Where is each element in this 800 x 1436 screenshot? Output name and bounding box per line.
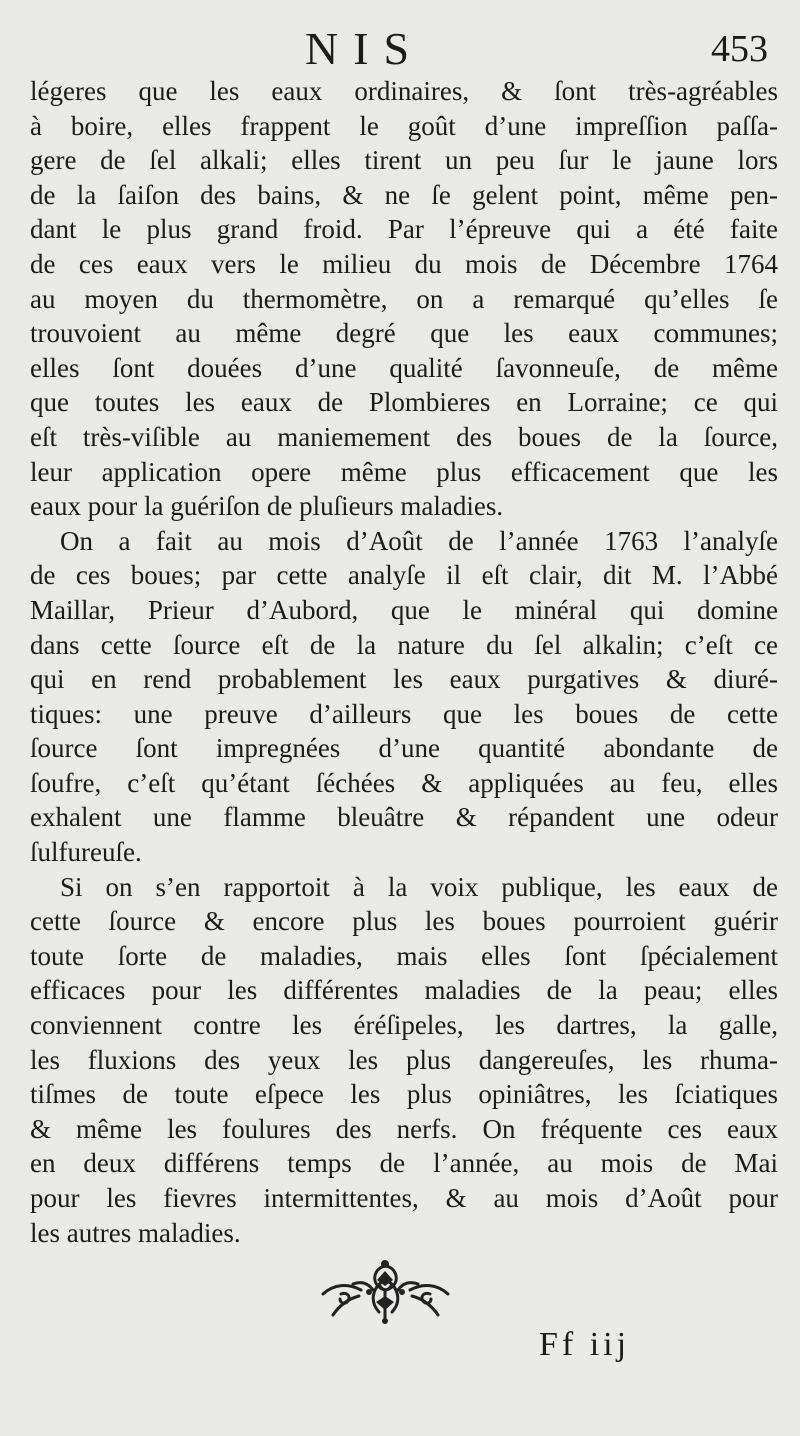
text-line: conviennent contre les éréſipeles, les dartres, la galle, (30, 1010, 778, 1041)
text-line: leur application opere même plus efficacement que les (30, 456, 778, 487)
text-line: de ces boues; par cette analyſe il eſt clair, dit M. l’Abbé (30, 560, 778, 591)
page-header (0, 14, 800, 74)
text-line: ſulfureuſe. (30, 837, 142, 868)
text-line: de ces eaux vers le milieu du mois de Décembre 1764 (30, 248, 778, 279)
text-line: les fluxions des yeux les plus dangereuſes, les rhuma- (30, 1044, 778, 1075)
text-line: de la ſaiſon des bains, & ne ſe gelent point, même pen- (30, 179, 778, 210)
floral-ornament-icon (313, 1256, 458, 1326)
text-line: eſt très-viſible au maniemement des boues de la ſource, (30, 421, 778, 452)
text-line: les autres maladies. (30, 1217, 241, 1248)
text-line: ſoufre, c’eſt qu’étant ſéchées & appliquées au feu, elles (30, 767, 778, 798)
text-line: elles ſont douées d’une qualité ſavonneuſe, de même (30, 352, 778, 383)
body-text (30, 74, 778, 1250)
text-line: Si on s’en rapportoit à la voix publique, les eaux de (60, 871, 778, 902)
text-line: Maillar, Prieur d’Aubord, que le minéral qui domine (30, 594, 778, 625)
page-number: 453 (711, 28, 768, 70)
text-line: au moyen du thermomètre, on a remarqué qu’elles ſe (30, 283, 778, 314)
text-line: légeres que les eaux ordinaires, & ſont très-agréables (30, 76, 778, 106)
text-line: que toutes les eaux de Plombieres en Lorraine; ce qui (30, 387, 778, 418)
text-line: eaux pour la guériſon de pluſieurs maladies. (30, 491, 504, 522)
text-line: pour les fievres intermittentes, & au mois d’Août pour (30, 1183, 778, 1213)
text-line: dans cette ſource eſt de la nature du ſel alkalin; c’eſt ce (30, 629, 778, 660)
text-line: cette ſource & encore plus les boues pourroient guérir (30, 906, 778, 937)
text-line: toute ſorte de maladies, mais elles ſont ſpécialement (30, 940, 778, 971)
text-line: à boire, elles frappent le goût d’une impreſſion paſſa- (30, 110, 778, 141)
text-line: en deux différens temps de l’année, au mois de Mai (30, 1148, 778, 1179)
text-line: tiſmes de toute eſpece les plus opiniâtres, les ſciatiques (30, 1079, 778, 1110)
text-line: exhalent une flamme bleuâtre & répandent une odeur (30, 802, 778, 833)
text-line: On a fait au mois d’Août de l’année 1763 l’analyſe (60, 525, 778, 556)
text-line: efficaces pour les différentes maladies de la peau; elles (30, 975, 778, 1006)
text-line: & même les foulures des nerfs. On fréquente ces eaux (30, 1113, 778, 1144)
text-line: tiques: une preuve d’ailleurs que les boues de cette (30, 698, 778, 729)
running-head: NIS (305, 23, 425, 74)
signature-mark: Ff iij (539, 1326, 631, 1363)
text-line: trouvoient au même degré que les eaux communes; (30, 318, 778, 349)
text-line: ſource ſont impregnées d’une quantité abondante de (30, 733, 778, 764)
text-line: qui en rend probablement les eaux purgatives & diuré- (30, 664, 778, 695)
text-line: dant le plus grand froid. Par l’épreuve qui a été faite (30, 214, 778, 245)
text-line: gere de ſel alkali; elles tirent un peu ſur le jaune lors (30, 145, 778, 176)
